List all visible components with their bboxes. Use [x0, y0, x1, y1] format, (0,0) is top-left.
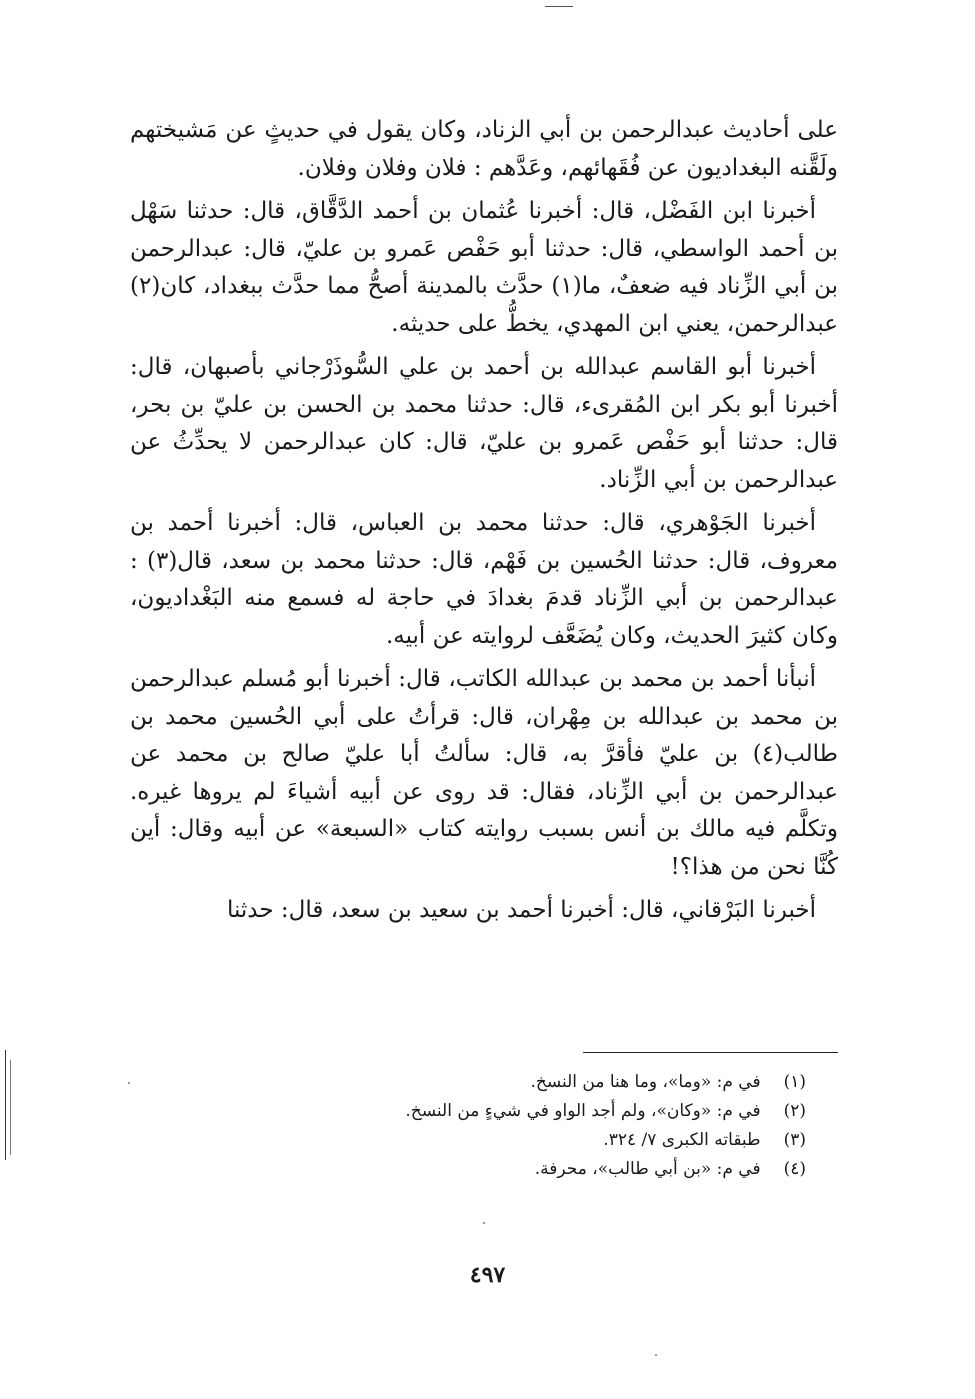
footnote — [330, 1126, 806, 1155]
footnote-number: (٤) — [783, 1159, 806, 1179]
paragraph: أخبرنا ابن الفَضْل، قال: أخبرنا عُثمان بن أحمد الدَّقَّاق، قال: حدثنا سَهْل بن أحمد الواسطي، قال: حدثنا أبو حَفْص عَمرو بن عليّ، قال: عبدالرحمن بن أبي الزِّناد فيه ضعفٌ، ما(١) حدَّث بالمدينة أصحُّ مما حدَّث ببغداد، كان(٢) عبدالرحمن، يعني ابن المهدي، يخطُّ على حديثه. — [130, 198, 839, 337]
footnote-number: (٢) — [783, 1101, 806, 1121]
footnote-number: (٣) — [783, 1130, 806, 1150]
scan-speck — [655, 1354, 657, 1356]
footnote — [330, 1068, 806, 1097]
footnote-text: في م: «بن أبي طالب»، محرفة. — [534, 1159, 761, 1179]
footnote — [330, 1097, 806, 1126]
scan-edge-line — [5, 1050, 6, 1160]
main-text — [130, 112, 838, 936]
footnote-separator — [583, 1052, 838, 1053]
footnotes — [330, 1068, 806, 1184]
footnote — [330, 1155, 806, 1184]
scan-speck — [128, 1082, 130, 1084]
footnote-number: (١) — [783, 1072, 806, 1092]
page-number: ٤٩٧ — [469, 1262, 506, 1288]
scan-speck — [483, 1222, 485, 1224]
paragraph: أخبرنا البَرْقاني، قال: أخبرنا أحمد بن سعيد بن سعد، قال: حدثنا — [226, 897, 816, 923]
footnote-text: في م: «وكان»، ولم أجد الواو في شيءٍ من النسخ. — [405, 1101, 761, 1121]
paragraph: أخبرنا أبو القاسم عبدالله بن أحمد بن علي السُّوذَرْجاني بأصبهان، قال: أخبرنا أبو بكر ابن المُقرىء، قال: حدثنا محمد بن الحسن بن عليّ بن بحر، قال: حدثنا أبو حَفْص عَمرو بن عليّ، قال: كان عبدالرحمن لا يحدِّثُ عن عبدالرحمن بن أبي الزِّناد. — [130, 354, 838, 493]
paragraph: أخبرنا الجَوْهري، قال: حدثنا محمد بن العباس، قال: أخبرنا أحمد بن معروف، قال: حدثنا الحُسين بن فَهْم، قال: حدثنا محمد بن سعد، قال(٣) : عبدالرحمن بن أبي الزِّناد قدمَ بغدادَ في حاجة له فسمع منه البَغْداديون، وكان كثيرَ الحديث، وكان يُضَعَّف لروايته عن أبيه. — [130, 510, 838, 649]
footnote-text: في م: «وما»، وما هنا من النسخ. — [530, 1072, 761, 1092]
paragraph: أنبأنا أحمد بن محمد بن عبدالله الكاتب، قال: أخبرنا أبو مُسلم عبدالرحمن بن محمد بن عبدالله بن مِهْران، قال: قرأتُ على أبي الحُسين محمد بن طالب(٤) بن عليّ فأقرَّ به، قال: سألتُ أبا عليّ صالح بن محمد عن عبدالرحمن بن أبي الزِّناد، فقال: قد روى عن أبيه أشياءَ لم يروها غيره. وتكلَّم فيه مالك بن أنس بسبب روايته كتاب «السبعة» عن أبيه وقال: أين كُنَّا نحن من هذا؟! — [130, 666, 838, 880]
paragraph: على أحاديث عبدالرحمن بن أبي الزناد، وكان يقول في حديثٍ عن مَشيختهم ولَقَّنه البغداديون عن فُقَهائهم، وعَدَّهم : فلان وفلان وفلان. — [130, 117, 838, 181]
footnote-text: طبقاته الكبرى ٧/ ٣٢٤. — [603, 1130, 761, 1150]
scan-mark — [545, 6, 573, 7]
scan-edge-line — [10, 1060, 11, 1155]
